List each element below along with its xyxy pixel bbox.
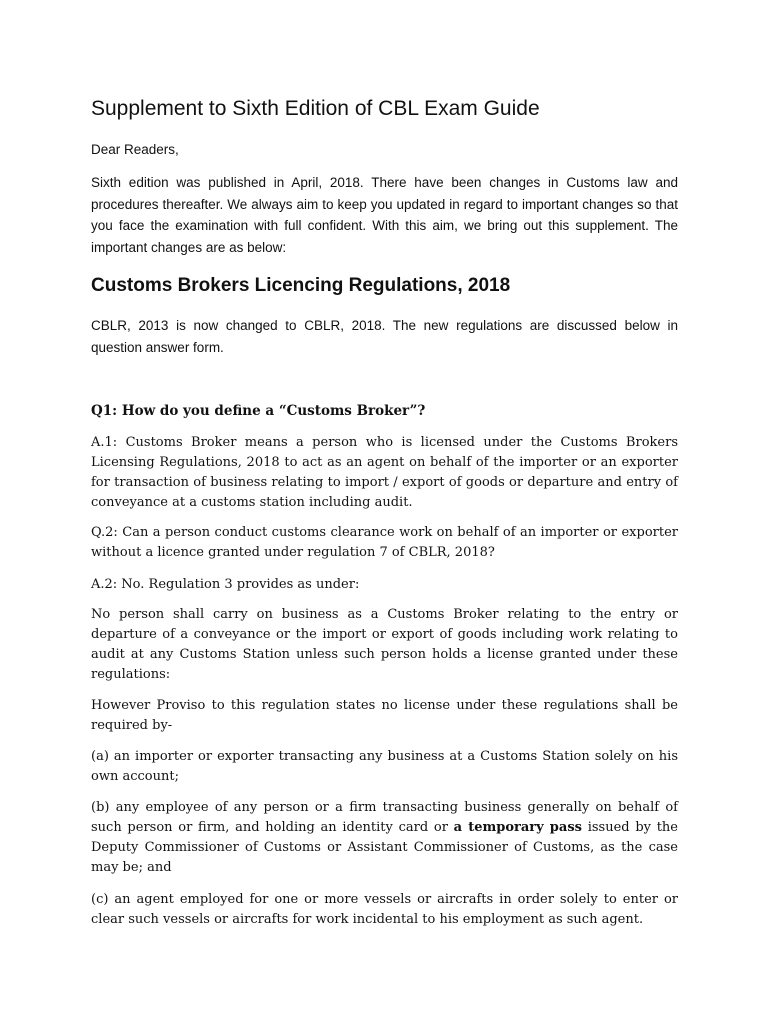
proviso-paragraph: However Proviso to this regulation states no license under these regulations shall be required by- <box>91 698 678 733</box>
question-1: Q1: How do you define a “Customs Broker”? <box>91 403 426 419</box>
list-item-b-text-end: issued by the Deputy Commissioner of Customs or Assistant Commissioner of Customs, as the case may be; and <box>91 820 678 875</box>
list-item-a: (a) an importer or exporter transacting any business at a Customs Station solely on his own account; <box>91 749 678 784</box>
list-item-b <box>91 798 678 878</box>
salutation: Dear Readers, <box>91 142 179 157</box>
section-heading: Customs Brokers Licencing Regulations, 2018 <box>91 275 511 296</box>
list-item-b-text-start: (b) any employee of any person or a firm transacting business generally on behalf of such person or firm, and holding an identity card or <box>91 800 678 835</box>
answer-1: A.1: Customs Broker means a person who is licensed under the Customs Brokers Licensing Regulations, 2018 to act as an agent on behalf of the importer or an exporter for transaction of business relating to import / export of goods or departure and entry of conveyance at a customs station including audit. <box>91 435 678 510</box>
temporary-pass-emphasis: a temporary pass <box>453 820 582 835</box>
cblr-note-paragraph: CBLR, 2013 is now changed to CBLR, 2018. The new regulations are discussed below in question answer form. <box>91 318 678 355</box>
page-title: Supplement to Sixth Edition of CBL Exam Guide <box>91 97 540 120</box>
answer-2: A.2: No. Regulation 3 provides as under: <box>91 577 360 592</box>
list-item-c: (c) an agent employed for one or more vessels or aircrafts in order solely to enter or clear such vessels or aircrafts for work incidental to his employment as such agent. <box>91 892 678 927</box>
regulation-3-text: No person shall carry on business as a Customs Broker relating to the entry or departure of a conveyance or the import or export of goods including work relating to audit at any Customs Station unless such person holds a license granted under these regulations: <box>91 607 678 682</box>
question-2: Q.2: Can a person conduct customs clearance work on behalf of an importer or exporter without a licence granted under regulation 7 of CBLR, 2018? <box>91 525 678 560</box>
intro-paragraph: Sixth edition was published in April, 2018. There have been changes in Customs law and procedures thereafter. We always aim to keep you updated in regard to important changes so that you face the examination with full confident. With this aim, we bring out this supplement. The important changes are as below: <box>91 175 678 255</box>
